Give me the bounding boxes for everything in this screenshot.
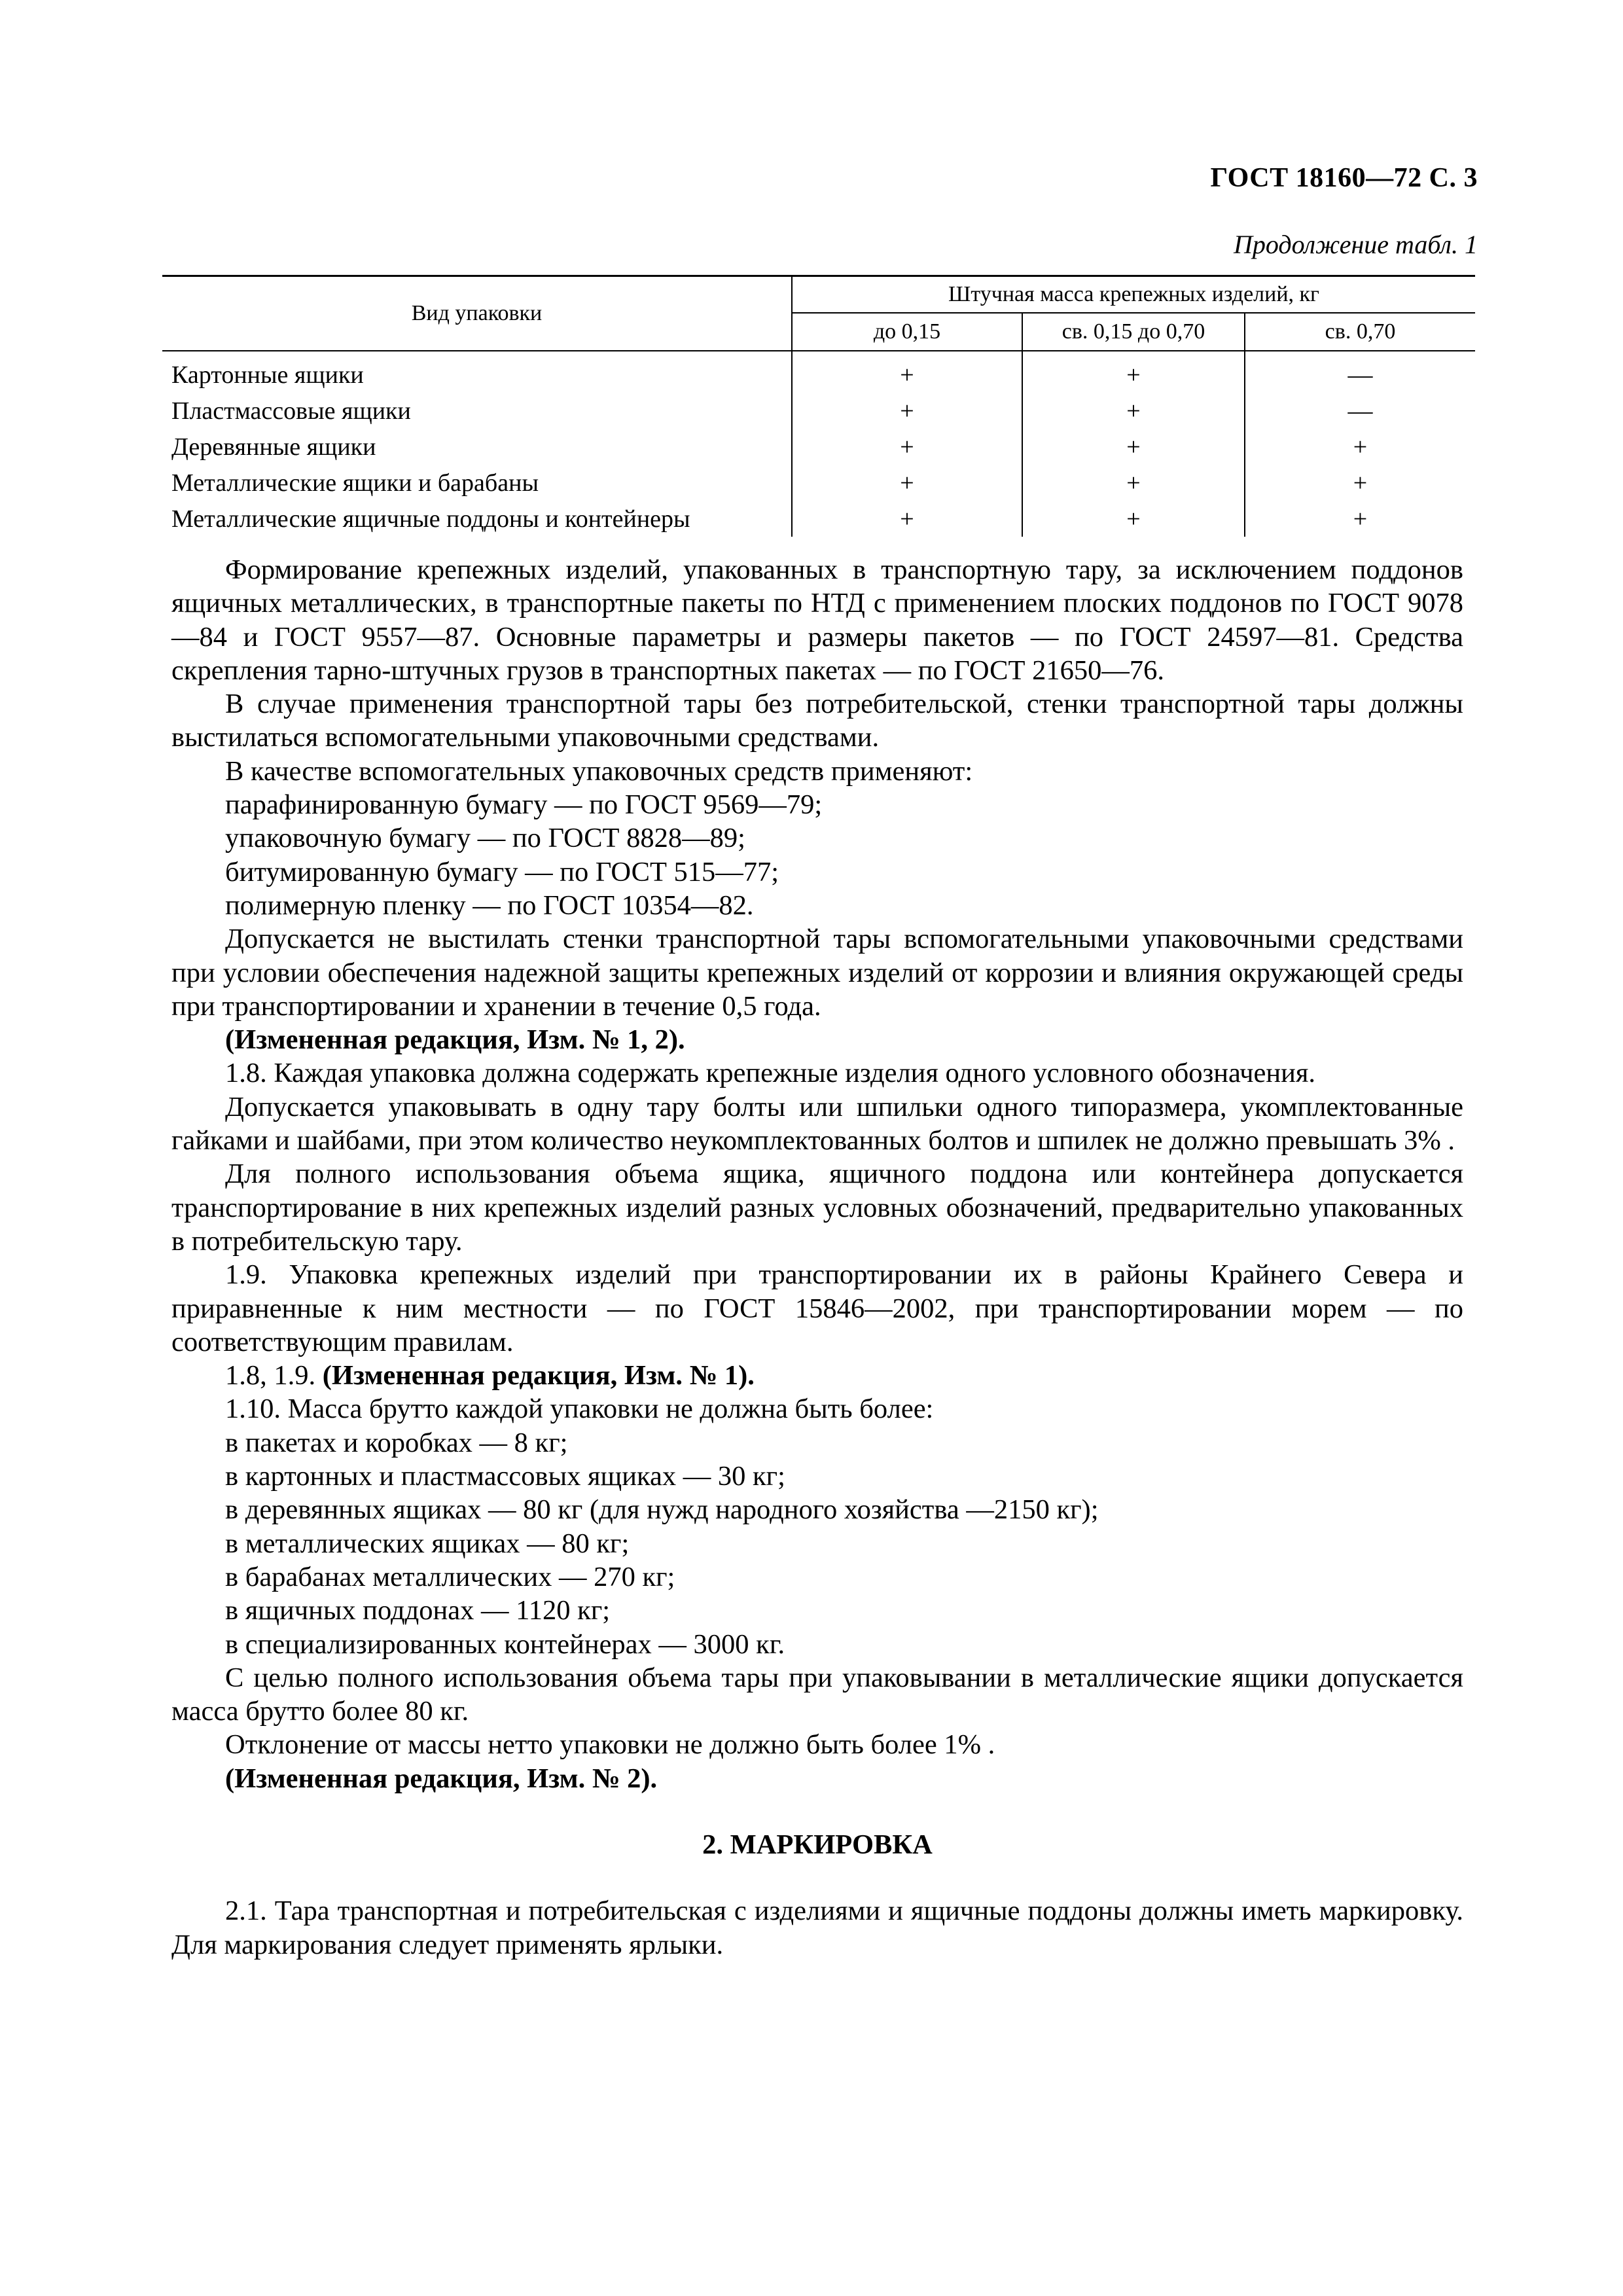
paragraph: 1.9. Упаковка крепежных изделий при транспортировании их в районы Крайнего Севера и приравненные к ним местности — по ГОСТ 15846—2002, при транспортировании морем — по соответствующим правилам. [171,1259,1463,1357]
packaging-table-container [162,275,1475,537]
list-item: в пакетах и коробках — 8 кг; [225,1427,568,1458]
table-row [162,351,1475,393]
list-item: битумированную бумагу — по ГОСТ 515—77; [225,856,779,888]
page-header: ГОСТ 18160—72 С. 3 [1210,163,1478,193]
col-header-package-type: Вид упаковки [162,276,792,351]
list-item: в металлических ящиках — 80 кг; [225,1528,630,1559]
cell-mass-1: + [792,351,1022,393]
col-header-piece-mass: Штучная масса крепежных изделий, кг [792,276,1475,314]
row-name: Металлические ящичные поддоны и контейнеры [171,505,690,533]
row-name: Картонные ящики [171,361,364,389]
cell-mass-3: — [1245,393,1475,429]
cell-mass-2: + [1022,429,1245,465]
paragraph: Допускается упаковывать в одну тару болты или шпильки одного типоразмера, укомплектованные гайками и шайбами, при этом количество неукомплектованных болтов и шпилек не должно превышать 3% . [171,1091,1463,1157]
row-name: Пластмассовые ящики [171,397,411,425]
amendment-note: (Измененная редакция, Изм. № 2). [225,1763,658,1794]
table-continuation-caption: Продолжение табл. 1 [1233,230,1478,259]
cell-mass-2: + [1022,501,1245,537]
list-item: в барабанах металлических — 270 кг; [225,1561,675,1592]
paragraph: Допускается не выстилать стенки транспортной тары вспомогательными упаковочными средствами при условии обеспечения надежной защиты крепежных изделий от коррозии и влияния окружающей среды при транспортировании и хранении в течение 0,5 года. [171,924,1463,1022]
paragraph: Отклонение от массы нетто упаковки не должно быть более 1% . [225,1729,995,1761]
cell-mass-2: + [1022,351,1245,393]
amendment-note: (Измененная редакция, Изм. № 1). [322,1360,755,1391]
amendment-line [171,1359,1463,1392]
col-header-mass-1: до 0,15 [792,313,1022,351]
row-name: Металлические ящики и барабаны [171,469,539,497]
cell-mass-1: + [792,501,1022,537]
cell-mass-1: + [792,429,1022,465]
cell-mass-1: + [792,465,1022,501]
paragraph: 1.10. Масса брутто каждой упаковки не должна быть более: [225,1393,934,1425]
paragraph: В качестве вспомогательных упаковочных средств применяют: [225,755,973,787]
paragraph: 1.8. Каждая упаковка должна содержать крепежные изделия одного условного обозначения. [225,1058,1316,1089]
row-name: Деревянные ящики [171,433,376,461]
cell-mass-1: + [792,393,1022,429]
amendment-note: (Измененная редакция, Изм. № 1, 2). [225,1024,685,1056]
packaging-table [162,275,1475,537]
amendment-prefix: 1.8, 1.9. [225,1360,323,1391]
list-item: полимерную пленку — по ГОСТ 10354—82. [225,889,754,921]
cell-mass-3: + [1245,429,1475,465]
cell-mass-2: + [1022,393,1245,429]
table-row [162,393,1475,429]
cell-mass-3: + [1245,501,1475,537]
list-item: в картонных и пластмассовых ящиках — 30 кг; [225,1461,785,1492]
table-row [162,429,1475,465]
cell-mass-2: + [1022,465,1245,501]
table-row [162,501,1475,537]
list-item: в специализированных контейнерах — 3000 кг. [225,1628,785,1660]
section-title: 2. МАРКИРОВКА [702,1829,933,1860]
paragraph: Для полного использования объема ящика, ящичного поддона или контейнера допускается транспортирование в них крепежных изделий разных условных обозначений, предварительно упакованных в потребительскую тару. [171,1158,1463,1257]
col-header-mass-2: св. 0,15 до 0,70 [1022,313,1245,351]
col-header-mass-3: св. 0,70 [1245,313,1475,351]
list-item: в деревянных ящиках — 80 кг (для нужд народного хозяйства —2150 кг); [225,1494,1099,1526]
paragraph: С целью полного использования объема тары при упаковывании в металлические ящики допускается масса брутто более 80 кг. [171,1662,1463,1727]
list-item: парафинированную бумагу — по ГОСТ 9569—79; [225,789,823,821]
table-row [162,465,1475,501]
cell-mass-3: — [1245,351,1475,393]
paragraph: Формирование крепежных изделий, упакованных в транспортную тару, за исключением поддонов ящичных металлических, в транспортные пакеты по НТД с применением плоских поддонов по ГОСТ 9078—84 и ГОСТ 9557—87. Основные параметры и размеры пакетов — по ГОСТ 24597—81. Средства скрепления тарно-штучных грузов в транспортных пакетах — по ГОСТ 21650—76. [171,554,1463,686]
paragraph: В случае применения транспортной тары без потребительской, стенки транспортной тары должны выстилаться вспомогательными упаковочными средствами. [171,689,1463,753]
paragraph: 2.1. Тара транспортная и потребительская с изделиями и ящичные поддоны должны иметь маркировку. Для маркирования следует применять ярлыки. [171,1895,1463,1960]
list-item: в ящичных поддонах — 1120 кг; [225,1595,611,1626]
body-text [171,553,1463,1962]
cell-mass-3: + [1245,465,1475,501]
list-item: упаковочную бумагу — по ГОСТ 8828—89; [225,823,745,854]
